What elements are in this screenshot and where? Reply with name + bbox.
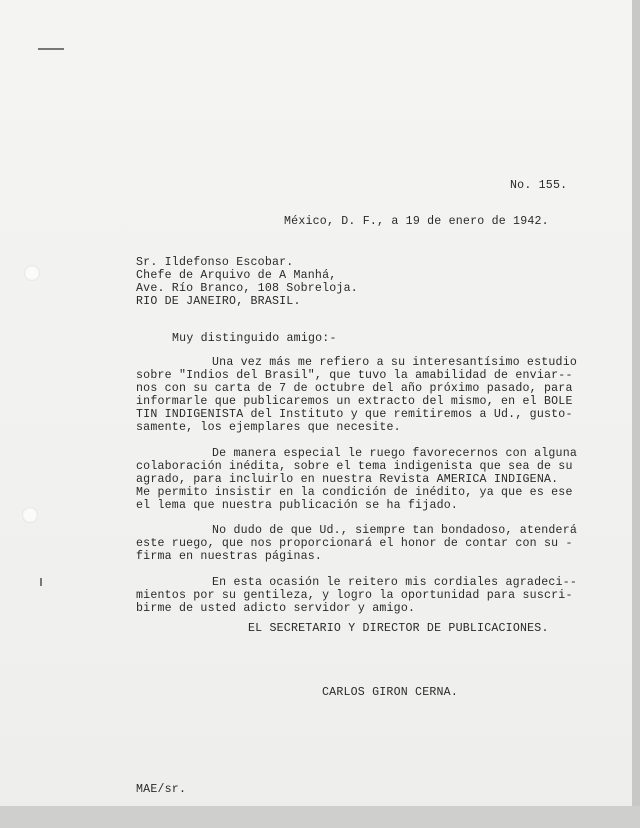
stray-mark [38,48,64,50]
recipient-line: Ave. Río Branco, 108 Sobreloja. [136,282,358,295]
body-line: En esta ocasión le reitero mis cordiales agradeci-- [212,576,578,589]
body-line: agrado, para incluirlo en nuestra Revista AMERICA INDIGENA. [136,473,559,486]
body-line: TIN INDIGENISTA del Instituto y que remitiremos a Ud., gusto- [136,408,573,421]
body-line: el lema que nuestra publicación se ha fijado. [136,499,459,512]
body-line: sobre "Indios del Brasil", que tuvo la amabilidad de enviar-- [136,369,573,382]
body-line: nos con su carta de 7 de octubre del año próximo pasado, para [136,382,573,395]
recipient-line: Chefe de Arquivo de A Manhá, [136,269,337,282]
scan-edge-right [632,0,640,828]
recipient-line: RIO DE JANEIRO, BRASIL. [136,295,301,308]
punch-hole-top [24,265,40,281]
salutation: Muy distinguido amigo:- [172,332,337,345]
body-line: De manera especial le ruego favorecernos con alguna [212,447,578,460]
recipient-line: Sr. Ildefonso Escobar. [136,256,294,269]
signature-name: CARLOS GIRON CERNA. [322,686,458,699]
stray-mark [40,578,42,586]
signature-title: EL SECRETARIO Y DIRECTOR DE PUBLICACIONES. [248,622,549,635]
date-line: México, D. F., a 19 de enero de 1942. [284,215,549,228]
body-line: este ruego, que nos proporcionará el honor de contar con su - [136,537,573,550]
body-line: mientos por su gentileza, y logro la oportunidad para suscri- [136,589,573,602]
punch-hole-bottom [22,507,38,523]
body-line: Una vez más me refiero a su interesantísimo estudio [212,356,578,369]
body-line: Me permito insistir en la condición de inédito, ya que es ese [136,486,573,499]
body-line: birme de usted adicto servidor y amigo. [136,602,416,615]
body-line: samente, los ejemplares que necesite. [136,421,401,434]
scan-edge-bottom [0,806,640,828]
body-line: colaboración inédita, sobre el tema indigenista que sea de su [136,460,573,473]
typist-initials: MAE/sr. [136,783,187,796]
body-line: firma en nuestras páginas. [136,550,323,563]
letter-number: No. 155. [510,179,568,192]
body-line: informarle que publicaremos un extracto del mismo, en el BOLE [136,395,573,408]
body-line: No dudo de que Ud., siempre tan bondadoso, atenderá [212,524,578,537]
